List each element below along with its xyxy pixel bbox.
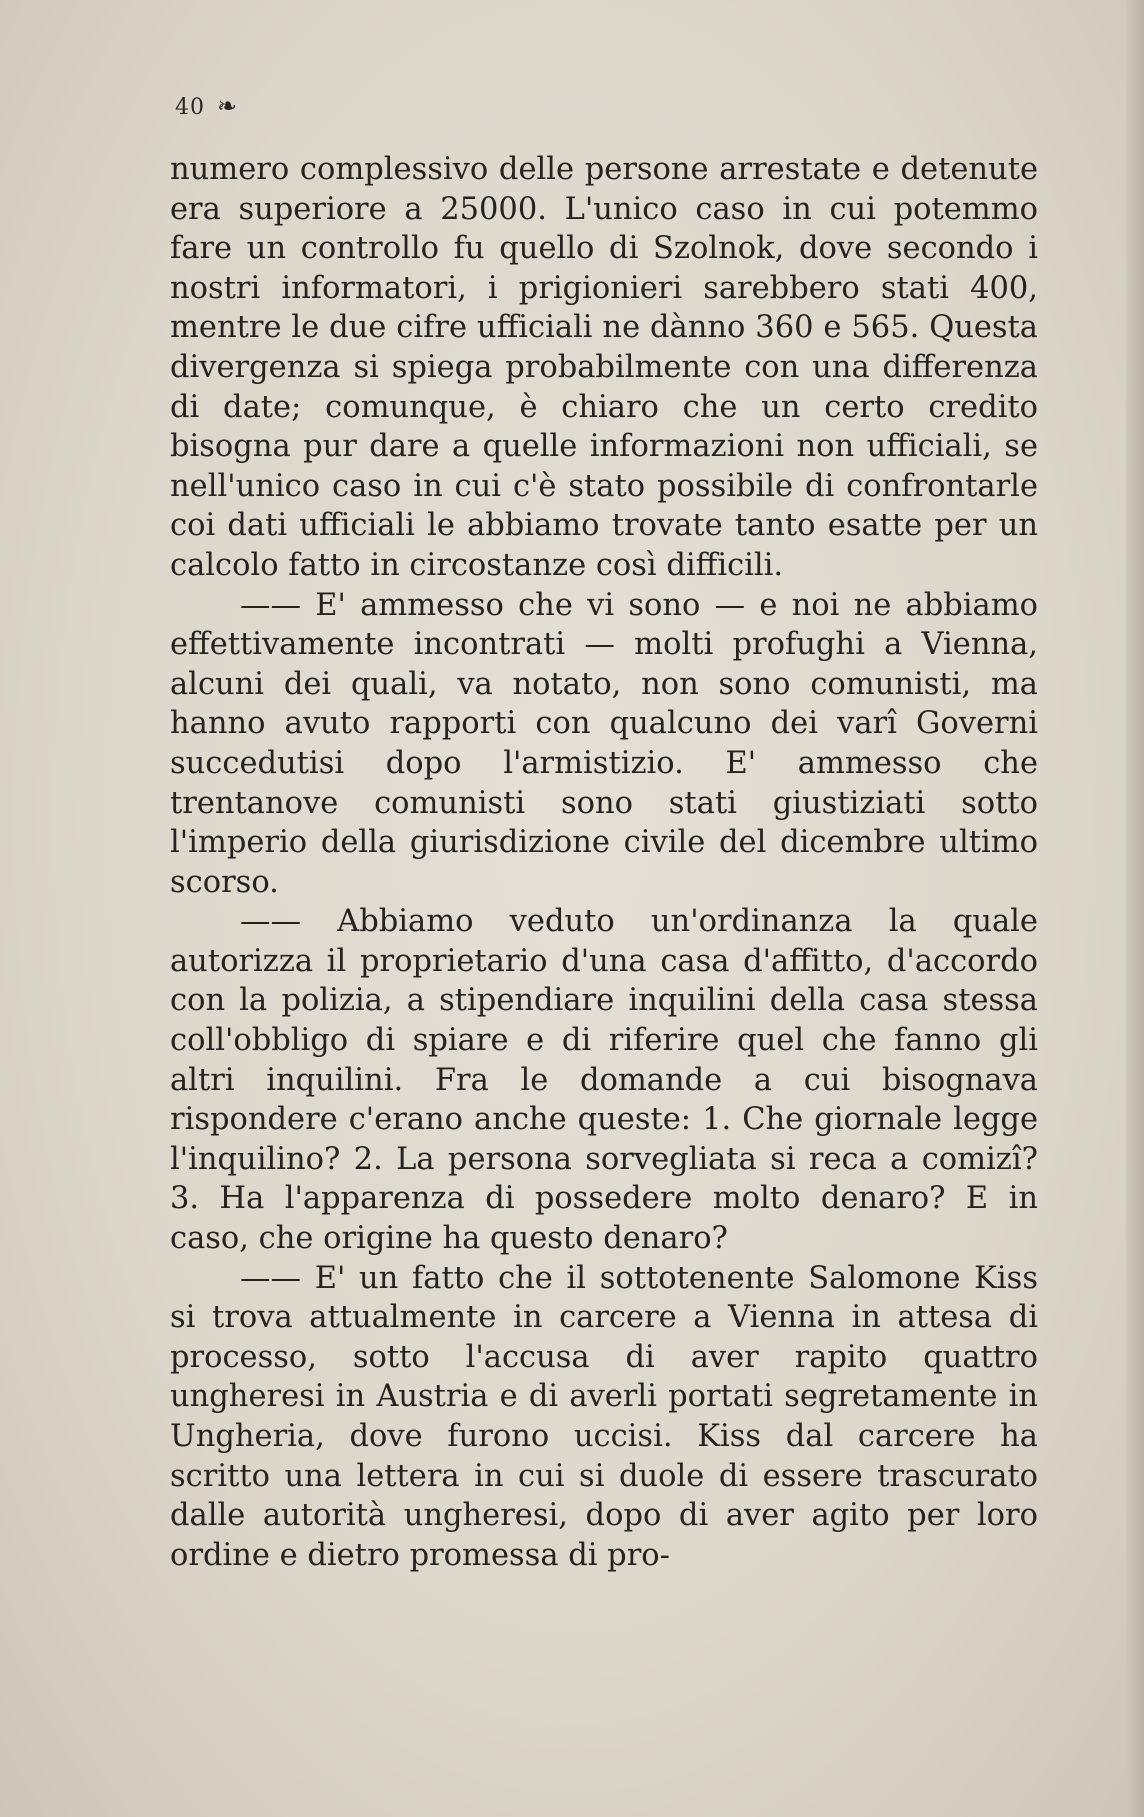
paragraph-3: —— Abbiamo veduto un'ordinanza la quale autorizza il proprietario d'una casa d'affitto, d'accordo con la polizia, a stipendiare inquilini della casa stessa coll'obbligo di spiare e di riferire quel che fanno gli altri inquilini. Fra le domande a cui bisognava rispondere c'erano anche queste: 1. Che giornale legge l'inquilino? 2. La persona sorvegliata si reca a comizî? 3. Ha l'apparenza di possedere molto denaro? E in caso, che origine ha questo denaro? [170,904,1038,1257]
page-number: 40 [175,95,205,120]
paragraph-1: numero complessivo delle persone arrestate e detenute era superiore a 25000. L'unico caso in cui potemmo fare un controllo fu quello di Szolnok, dove secondo i nostri informatori, i prigionieri sarebbero stati 400, mentre le due cifre ufficiali ne dànno 360 e 565. Questa divergenza si spiega probabilmente con una differenza di date; comunque, è chiaro che un certo credito bisogna pur dare a quelle informazioni non ufficiali, se nell'unico caso in cui c'è stato possibile di confrontarle coi dati ufficiali le abbiamo trovate tanto esatte per un calcolo fatto in circostanze così difficili. [170,152,1038,583]
page-header [175,92,238,120]
paragraph-4: —— E' un fatto che il sottotenente Salomone Kiss si trova attualmente in carcere a Vienna in attesa di processo, sotto l'accusa di aver rapito quattro ungheresi in Austria e di averli portati segretamente in Ungheria, dove furono uccisi. Kiss dal carcere ha scritto una lettera in cui si duole di essere trascurato dalle autorità ungheresi, dopo di aver agito per loro ordine e dietro promessa di pro- [170,1260,1038,1573]
page-edge [1126,0,1144,1817]
paragraph-2: —— E' ammesso che vi sono — e noi ne abbiamo effettivamente incontrati — molti profughi a Vienna, alcuni dei quali, va notato, non sono comunisti, ma hanno avuto rapporti con qualcuno dei varî Governi succedutisi dopo l'armistizio. E' ammesso che trentanove comunisti sono stati giustiziati sotto l'imperio della giurisdizione civile del dicembre ultimo scorso. [170,587,1038,900]
ornament-icon: ❧ [217,92,239,120]
page-body [170,150,1038,1575]
